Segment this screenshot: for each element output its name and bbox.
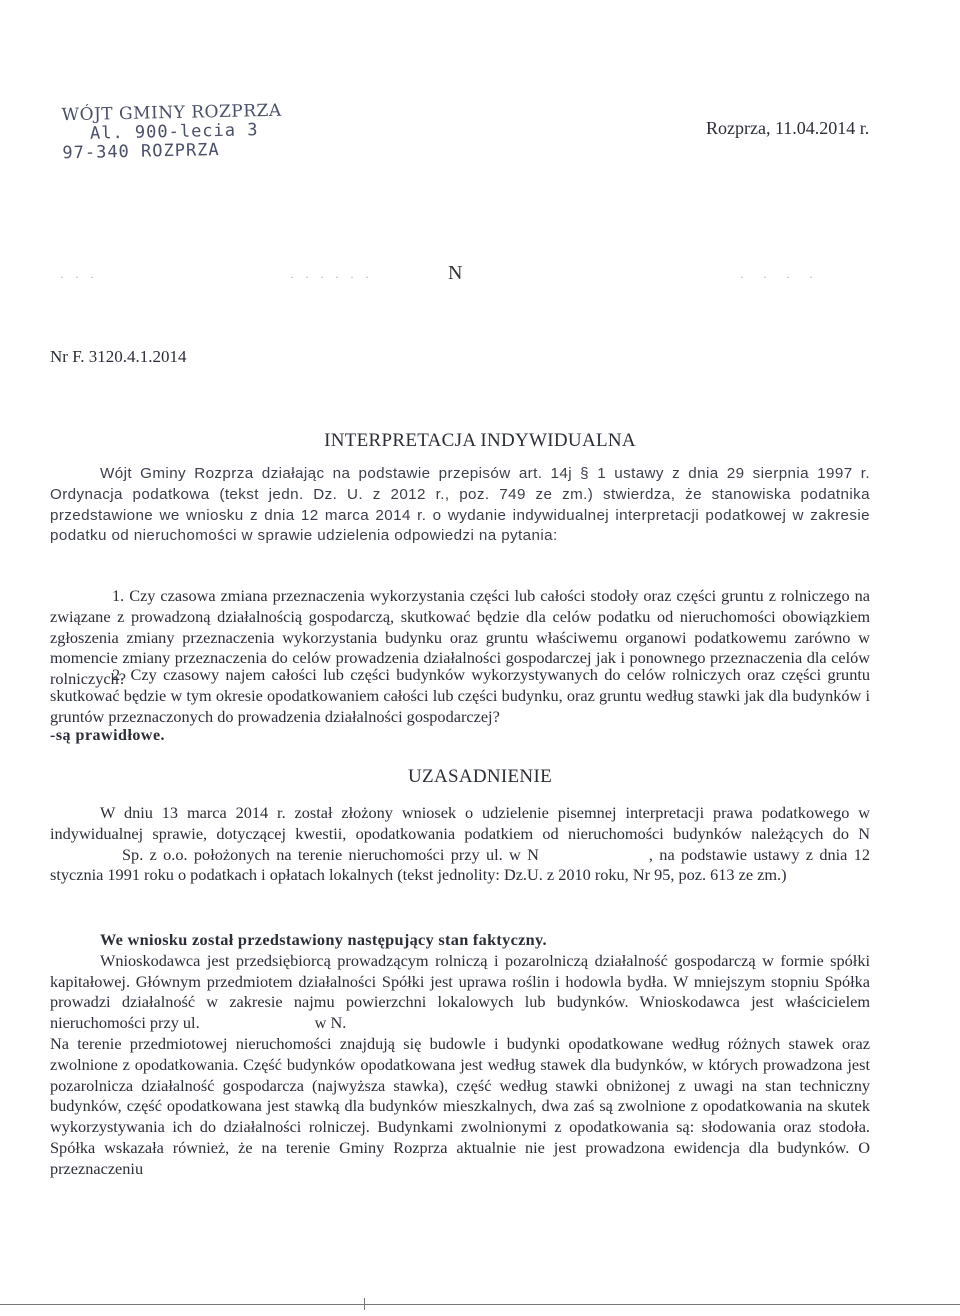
document-title: INTERPRETACJA INDYWIDUALNA	[324, 430, 636, 451]
intro-text: Wójt Gminy Rozprza działając na podstawie przepisów art. 14j § 1 ustawy z dnia 29 sierpnia 1997 r. Ordynacja podatkowa (tekst jedn. Dz. U. z 2012 r., poz. 749 ze zm.) stwierdza, że stanowiska podatnika przedstawione we wniosku z dnia 12 marca 2014 r. o wydanie indywidualnej interpretacji podatkowej w zakresie podatku od nieruchomości w sprawie udzielenia odpowiedzi na pytania:	[50, 465, 870, 545]
facts-section	[50, 930, 870, 1180]
justification-part-1: W dniu 13 marca 2014 r. został złożony wniosek o udzielenie pisemnej interpretacji prawa podatkowego w indywidualnej sprawie, dotyczącej kwestii, opodatkowania podatkiem od nieruchomości budynków należących do N	[50, 803, 870, 843]
facts-part-1: Wnioskodawca jest przedsiębiorcą prowadzącym rolniczą i pozarolniczą działalność gospodarczą w formie spółki kapitałowej. Głównym przedmiotem działalności Spółki jest uprawa roślin i hodowla bydła. W mniejszym stopniu Spółka prowadzi działalność w zakresie najmu powierzchni lokalowych lub budynków. Wnioskodawca jest właścicielem nieruchomości przy ul.	[50, 950, 870, 1033]
stamp-line-office: WÓJT GMINY ROZPRZA	[61, 100, 282, 126]
question-1-text: 1. Czy czasowa zmiana przeznaczenia wykorzystania części lub całości stodoły oraz części gruntu z rolniczego na związane z prowadzoną działalnością gospodarczą, skutkować będzie dla celów podatku od nieruchomości obowiązkiem zgłoszenia zmiany przeznaczenia wykorzystania budynku oraz gruntu właściwemu organowi podatkowemu zarówno w momencie zmiany przeznaczenia do celów prowadzenia działalności gospodarczej jak i ponownego przeznaczenia dla celów rolniczych?	[50, 586, 870, 689]
question-2	[50, 665, 870, 727]
justification-title: UZASADNIENIE	[408, 766, 552, 787]
addressee-line	[0, 262, 960, 292]
facts-text-2: Na terenie przedmiotowej nieruchomości znajdują się budowle i budynki opodatkowane według różnych stawek oraz zwolnione z opodatkowania. Część budynków opodatkowana jest według stawek dla budynków, w których prowadzona jest pozarolnicza działalność gospodarcza (najwyższa stawka), część według stawki obniżonej z uwagi na stan techniczny budynków, część opodatkowana jest stawką dla budynków mieszkalnych, dwa zaś są zwolnione z opodatkowania na skutek wykorzystywania ich do działalności rolniczej. Budynkami zwolnionymi z opodatkowania są: słodowania oraz stodoła. Spółka wskazała również, że na terenie Gminy Rozprza aktualnie nie jest prowadzona ewidencja dla budynków. O przeznaczeniu	[50, 1033, 870, 1178]
reference-number: Nr F. 3120.4.1.2014	[50, 347, 187, 366]
justification-part-3: w N	[509, 844, 539, 864]
office-stamp	[61, 102, 282, 164]
conclusion: -są prawidłowe.	[50, 727, 166, 744]
redaction-dots: · · · · · ·	[290, 270, 373, 284]
addressee-initial: N	[448, 262, 463, 284]
justification-part-2: Sp. z o.o. położonych na terenie nieruchomości przy ul.	[122, 844, 503, 864]
redaction-dots: · · · ·	[740, 270, 821, 284]
justification-part-4: , na podstawie ustawy z dnia 12 stycznia 1991 roku o podatkach i opłatach lokalnych (tekst jednolity: Dz.U. z 2010 roku, Nr 95, poz. 613 ze zm.)	[50, 844, 871, 885]
intro-paragraph	[50, 464, 870, 547]
document-date: Rozprza, 11.04.2014 r.	[706, 118, 870, 138]
facts-heading: We wniosku został przedstawiony następujący stan faktyczny.	[100, 930, 547, 949]
redaction-dots: · · ·	[60, 270, 98, 284]
question-2-text: 2. Czy czasowy najem całości lub części budynków wykorzystywanych do celów rolniczych oraz części gruntu skutkować będzie w tym okresie opodatkowaniem całości lub części budynku, oraz gruntu według stawki jak dla budynków i gruntów przeznaczonych do prowadzenia działalności gospodarczej?	[50, 665, 870, 726]
justification-text	[50, 803, 870, 886]
justification-paragraph	[50, 803, 870, 886]
page-bottom-rule	[0, 1304, 960, 1305]
facts-part-2: w N.	[314, 1013, 347, 1033]
stamp-line-street: Al. 900-lecia 3	[89, 120, 259, 144]
stamp-line-city: 97-340 ROZPRZA	[62, 140, 220, 164]
facts-text-1	[50, 951, 870, 1034]
page-bottom-tick	[364, 1298, 365, 1310]
